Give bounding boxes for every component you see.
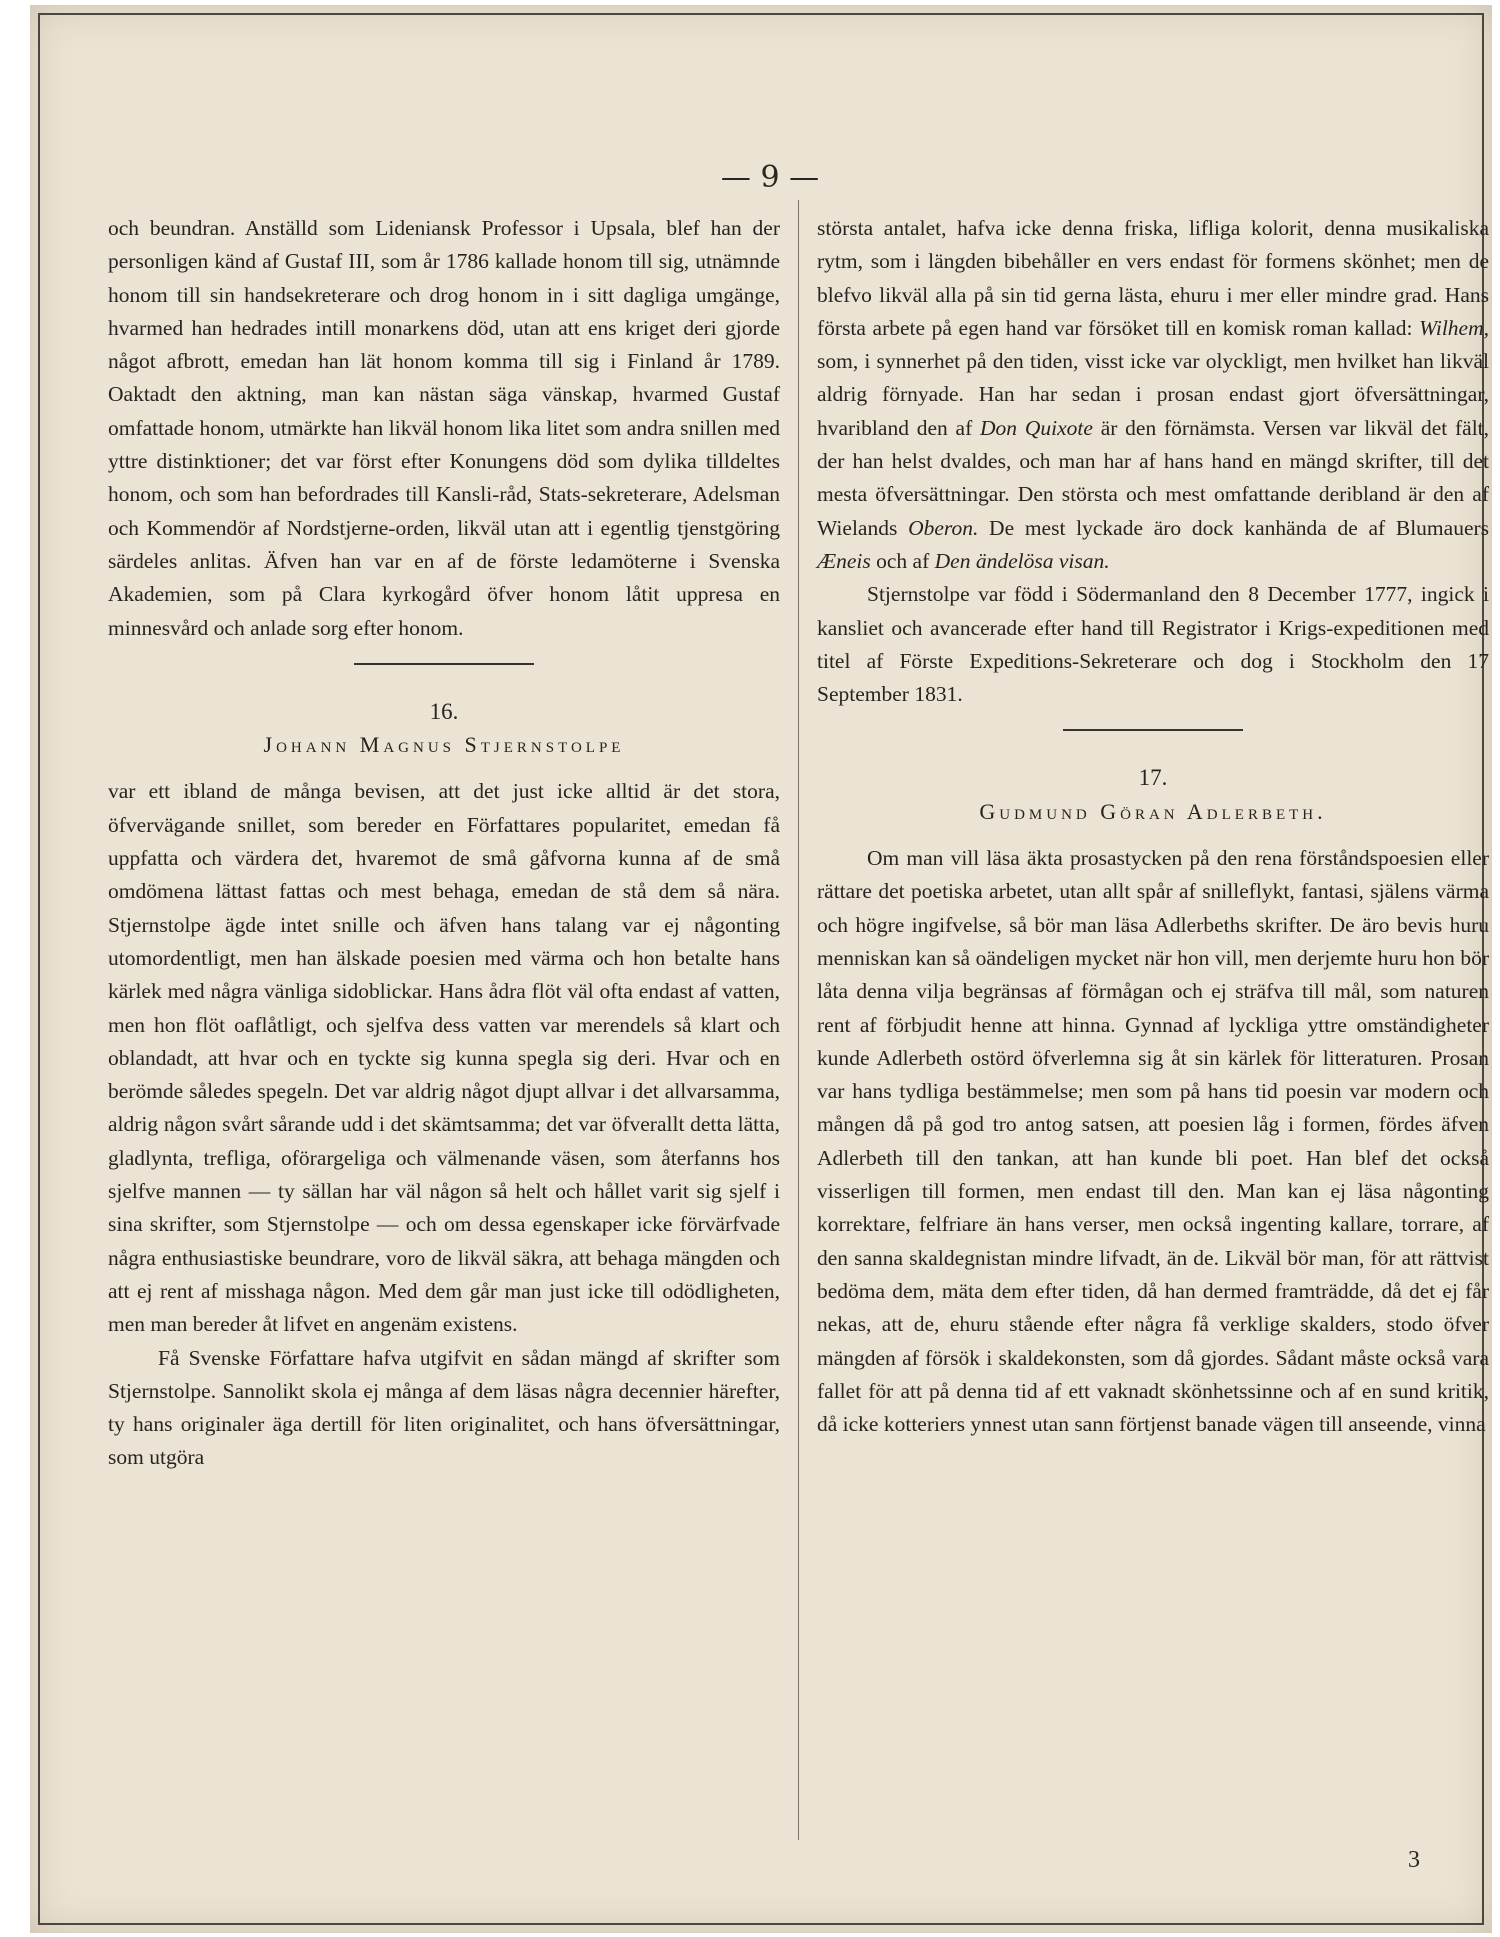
stjernstolpe-paragraph-2: Få Svenske Författare hafva utgifvit en sådan mängd af skrifter som Stjernstolpe. Sannolikt skola ej många af dem läsas några decennier härefter, ty hans originaler äga dertill för liten originalitet, och hans öfversättningar, som utgöra	[108, 1345, 780, 1470]
section-rule-left	[354, 663, 534, 665]
column-divider	[798, 200, 799, 1840]
page	[30, 5, 1492, 1933]
title-aeneis: Æneis	[817, 548, 871, 573]
author-heading-stjernstolpe: Johann Magnus Stjernstolpe	[263, 732, 625, 758]
right-continuation-paragraph	[817, 212, 1489, 578]
author-heading-adlerbeth: Gudmund Göran Adlerbeth.	[979, 798, 1327, 824]
right-column	[817, 212, 1489, 1441]
left-continuation-paragraph: och beundran. Anställd som Lideniansk Professor i Upsala, blef han der personligen känd af Gustaf III, som år 1786 kallade honom till sig, utnämnde honom till sin handsekreterare och drog honom in i sitt dagliga umgänge, hvarmed han hedrades intill monarkens död, utan att ens kriget deri gjorde något afbrott, emedan han lät honom komma till sig i Finland år 1789. Oaktadt den aktning, man kan nästan säga vänskap, hvarmed Gustaf omfattade honom, utmärkte han likväl honom lika litet som andra snillen med yttre distinktioner; det var först efter Konungens död som dylika tilldeltes honom, och som han befordrades till Kansli-råd, Stats-sekreterare, Adelsman och Kommendör af Nordstjerne-orden, likväl utan att i egentlig tjenstgöring särdeles anlitas. Äfven han var en af de förste ledamöterne i Svenska Akademien, som på Clara kyrkogård öfver honom låtit uppresa en minnesvård och anlade sorg efter honom.	[108, 216, 780, 640]
text-run: är den förnämsta. Versen var likväl det fält, der han helst dvaldes, och man har af hans hand en mängd skrifter, till det mesta öfversättningar. Den största och mest omfattande deribland är den af Wielands	[817, 415, 1490, 540]
stjernstolpe-paragraph-1: var ett ibland de många bevisen, att det just icke alltid är det stora, öfvervägande snillet, som bereder en Författares popularitet, emedan få uppfatta och värdera det, hvaremot de små gåfvorna kunna af de små omdömena lättast fattas och mest behaga, emedan de stå dem så nära. Stjernstolpe ägde intet snille och äfven hans talang var ej någonting utomordentligt, men han älskade poesien med värma och hon betalte hans kärlek med några vänliga sidoblickar. Hans ådra flöt väl ofta endast af vatten, men hon flöt oaflåtligt, och sjelfva dess vatten var merendels så klart och oblandadt, att hvar och en tyckte sig kunna spegla sig deri. Hvar och en berömde således spegeln. Det var aldrig något djupt allvar i det allvarsamma, aldrig någon svårt sårande udd i det skämtsamma; det var öfverallt detta lätta, gladlynta, trefliga, oförargeliga och välmenande väsen, som återfanns hos sjelfve mannen — ty sällan har väl någon så helt och hållet varit sig sjelf i sina skrifter, som Stjernstolpe — och om dessa egenskaper icke förvärfvade några enthusiastiske beundrare, voro de likväl säkra, att behaga mängden och att ej rent af misshaga någon. Med dem går man just icke till odödligheten, men man bereder åt lifvet en angenäm existens.	[108, 779, 780, 1337]
text-run: och af	[876, 548, 930, 573]
title-don-quixote: Don Quixote	[980, 415, 1093, 440]
stjernstolpe-biography-paragraph: Stjernstolpe var född i Södermanland den 8 December 1777, ingick i kansliet och avancerade efter hand till Registrator i Krigs-expeditionen med titel af Förste Expeditions-Sekreterare och dog i Stockholm den 17 September 1831.	[817, 582, 1489, 707]
text-run: som, i synnerhet på den tiden, visst icke var olyckligt, men hvilket han likväl aldrig förnyade. Han har sedan i prosan endast gjort öfversättningar, hvaribland den af	[817, 349, 1489, 440]
text-run: största antalet, hafva icke denna friska, lifliga kolorit, denna musikaliska rytm, som i längden bibehåller en vers endast för formens skönhet; men de blefvo likväl alla på sin tid gerna lästa, ehuru i mer eller mindre grad. Hans första arbete på egen hand var försöket till en komisk roman kallad:	[817, 216, 1489, 340]
left-column	[108, 212, 780, 1475]
text-run: De mest lyckade äro dock kanhända de af Blumauers	[989, 515, 1490, 540]
signature-mark: 3	[1408, 1847, 1420, 1873]
title-wilhem: Wilhem,	[1419, 315, 1490, 340]
section-rule-right	[1063, 729, 1243, 731]
section-number-16: 16.	[429, 698, 459, 724]
title-den-andelosa-visan: Den ändelösa visan.	[934, 548, 1110, 573]
adlerbeth-paragraph: Om man vill läsa äkta prosastycken på den rena förståndspoesien eller rättare det poetiska arbetet, utan allt spår af snilleflykt, fantasi, själens värma och högre ingifvelse, så bör man läsa Adlerbeths skrifter. De äro bevis huru menniskan kan så oändeligen mycket när hon vill, men derjemte huru hon bör låta denna vilja begränsas af förmågan och ej sträfva till mål, som naturen rent af förbjudit henne att hinna. Gynnad af lyckliga yttre omständigheter kunde Adlerbeth ostörd öfverlemna sig åt sin kärlek för litteraturen. Prosan var hans tydliga bestämmelse; men som på hans tid poesin var modern och mången då på god tro antog satsen, att poesien låg i formen, fördes äfven Adlerbeth till den tankan, att han kunde bli poet. Han blef det också visserligen till formen, men endast till den. Man kan ej läsa någonting korrektare, felfriare än hans verser, men också ingenting kallare, torrare, af den sanna skaldegnistan mindre lifvadt, än de. Likväl bör man, för att rättvist bedöma dem, mäta dem efter tiden, då han dermed framträdde, då det ej får nekas, att de, ehuru stående efter några få verklige skalders, stodo öfver mängden af försök i skaldekonsten, som då gjordes. Sådant måste också vara fallet för att på denna tid af ett vaknadt skönhetssinne och af en sund kritik, då icke kotteriers ynnest utan sann förtjenst banade vägen till anseende, vinna	[817, 846, 1489, 1437]
title-oberon: Oberon.	[908, 515, 979, 540]
page-number: — 9 —	[720, 160, 820, 195]
section-number-17: 17.	[1138, 765, 1168, 791]
